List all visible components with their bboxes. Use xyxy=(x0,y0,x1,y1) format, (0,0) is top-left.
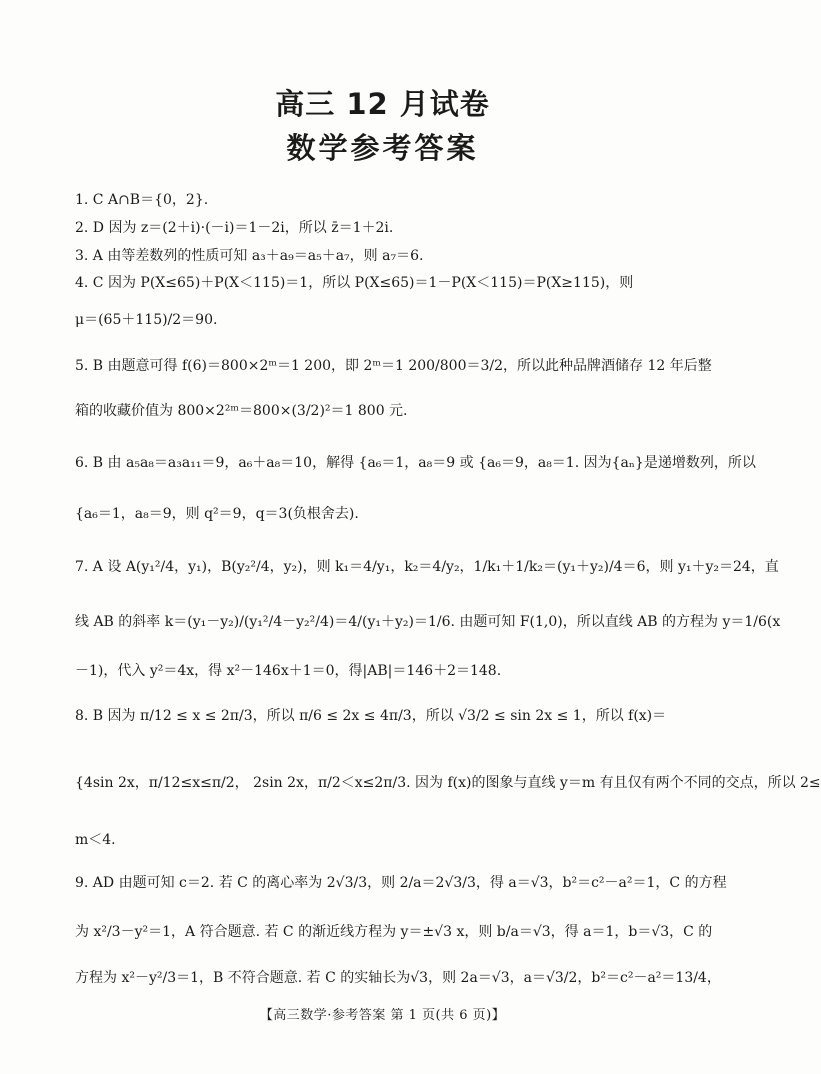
answer-line: 4. C 因为 P(X≤65)＋P(X＜115)＝1，所以 P(X≤65)＝1－P(X＜115)＝P(X≥115)，则 xyxy=(75,275,634,291)
answer-line: 1. C A∩B＝{0，2}. xyxy=(75,192,209,208)
answer-line: 3. A 由等差数列的性质可知 a₃＋a₉＝a₅＋a₇，则 a₇＝6. xyxy=(75,248,424,264)
page-title: 高三 12 月试卷 xyxy=(275,87,490,121)
answer-line: 5. B 由题意可得 f(6)＝800×2ᵐ＝1 200，即 2ᵐ＝1 200/800＝3/2，所以此种品牌酒储存 12 年后整 xyxy=(75,358,712,374)
answer-line: 6. B 由 a₅a₈＝a₃a₁₁＝9，a₆＋a₈＝10，解得 {a₆＝1，a₈＝9 或 {a₆＝9，a₈＝1. 因为{aₙ}是递增数列，所以 xyxy=(75,455,756,471)
answer-line: 8. B 因为 π/12 ≤ x ≤ 2π/3，所以 π/6 ≤ 2x ≤ 4π/3，所以 √3/2 ≤ sin 2x ≤ 1，所以 f(x)＝ xyxy=(75,708,667,724)
answer-line: μ＝(65＋115)/2＝90. xyxy=(75,312,218,328)
answer-line: m＜4. xyxy=(75,832,116,848)
answer-line: 7. A 设 A(y₁²/4，y₁)，B(y₂²/4，y₂)，则 k₁＝4/y₁，k₂＝4/y₂，1/k₁＋1/k₂＝(y₁＋y₂)/4＝6，则 y₁＋y₂＝24，直 xyxy=(75,559,779,575)
answer-line: －1)，代入 y²＝4x，得 x²－146x＋1＝0，得|AB|＝146＋2＝148. xyxy=(75,663,502,679)
answer-line: 9. AD 由题可知 c＝2. 若 C 的离心率为 2√3/3，则 2/a＝2√3/3，得 a＝√3，b²＝c²－a²＝1，C 的方程 xyxy=(75,875,727,891)
answer-line: 线 AB 的斜率 k＝(y₁－y₂)/(y₁²/4－y₂²/4)＝4/(y₁＋y₂)＝1/6. 由题可知 F(1,0)，所以直线 AB 的方程为 y＝1/6(x xyxy=(75,614,781,630)
answer-line: 箱的收藏价值为 800×2²ᵐ＝800×(3/2)²＝1 800 元. xyxy=(75,403,408,419)
answer-line: 为 x²/3－y²＝1，A 符合题意. 若 C 的渐近线方程为 y＝±√3 x，则 b/a＝√3，得 a＝1，b＝√3，C 的 xyxy=(75,924,713,940)
answer-line: 方程为 x²－y²/3＝1，B 不符合题意. 若 C 的实轴长为√3，则 2a＝√3，a＝√3/2，b²＝c²－a²＝13/4， xyxy=(75,970,721,986)
answer-line: {a₆＝1，a₈＝9，则 q²＝9，q＝3(负根舍去). xyxy=(75,506,359,522)
page-footer: 【高三数学·参考答案 第 1 页(共 6 页)】 xyxy=(259,1008,506,1023)
page-subtitle: 数学参考答案 xyxy=(286,131,479,165)
answer-line: 2. D 因为 z＝(2＋i)·(－i)＝1－2i，所以 z̄＝1＋2i. xyxy=(75,220,394,236)
answer-line: {4sin 2x，π/12≤x≤π/2， 2sin 2x，π/2＜x≤2π/3. 因为 f(x)的图象与直线 y＝m 有且仅有两个不同的交点，所以 2≤ xyxy=(75,775,821,791)
